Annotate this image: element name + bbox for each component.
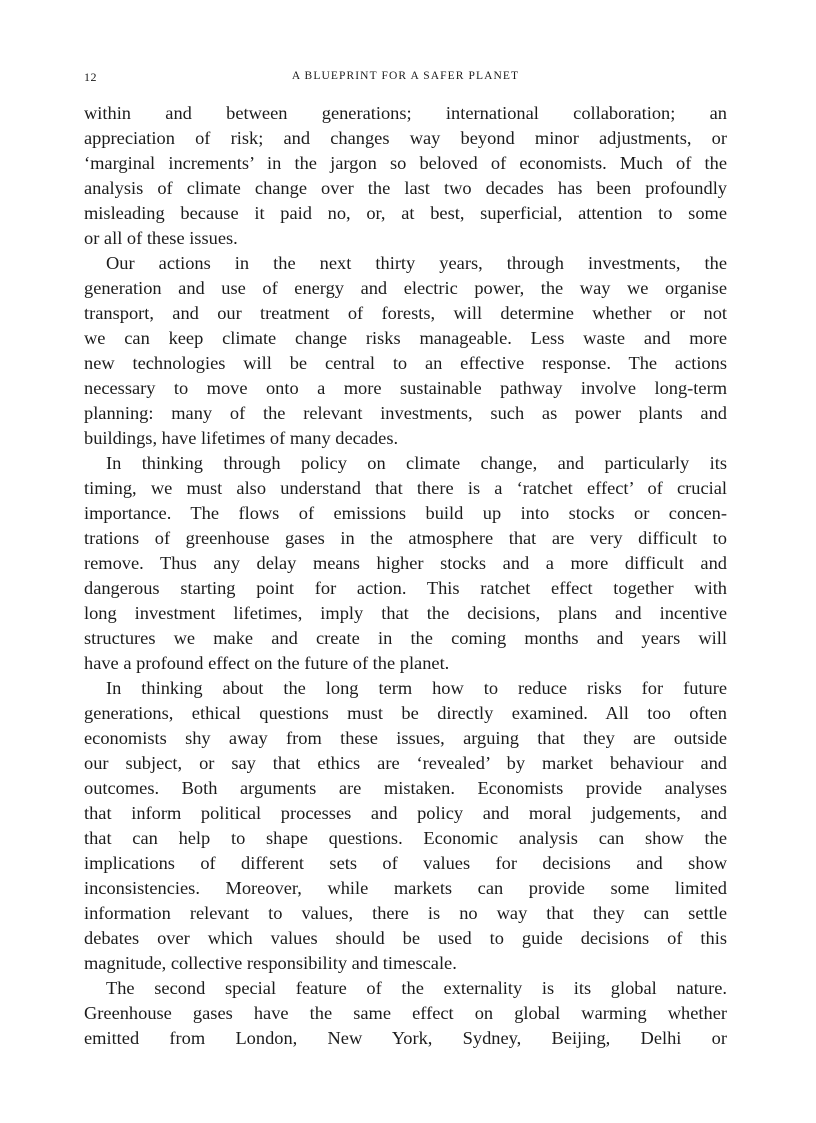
text-line: Greenhouse gases have the same effect on global warming whether [84,1003,727,1023]
text-line: emitted from London, New York, Sydney, Beijing, Delhi or [84,1028,727,1048]
text-line: that can help to shape questions. Economic analysis can show the [84,828,727,848]
text-line: structures we make and create in the coming months and years will [84,628,727,648]
text-line: importance. The flows of emissions build up into stocks or concen- [84,503,727,523]
paragraph [84,251,727,451]
paragraph [84,676,727,976]
paragraph [84,976,727,1051]
text-line: we can keep climate change risks manageable. Less waste and more [84,328,727,348]
text-line: have a profound effect on the future of the planet. [84,653,450,673]
text-line: misleading because it paid no, or, at best, superficial, attention to some [84,203,727,223]
text-line: planning: many of the relevant investments, such as power plants and [84,403,727,423]
text-line: within and between generations; international collaboration; an [84,103,727,123]
text-line: In thinking through policy on climate change, and particularly its [106,453,727,473]
text-line: necessary to move onto a more sustainable pathway involve long-term [84,378,727,398]
text-line: remove. Thus any delay means higher stocks and a more difficult and [84,553,727,573]
running-head-title: A BLUEPRINT FOR A SAFER PLANET [291,70,520,82]
text-line: Our actions in the next thirty years, through investments, the [106,253,727,273]
text-line: implications of different sets of values for decisions and show [84,853,727,873]
text-line: trations of greenhouse gases in the atmosphere that are very difficult to [84,528,727,548]
text-line: dangerous starting point for action. This ratchet effect together with [84,578,727,598]
text-line: inconsistencies. Moreover, while markets can provide some limited [84,878,727,898]
text-line: The second special feature of the externality is its global nature. [106,978,727,998]
paragraph [84,101,727,251]
text-line: economists shy away from these issues, arguing that they are outside [84,728,727,748]
text-line: outcomes. Both arguments are mistaken. Economists provide analyses [84,778,727,798]
text-line: or all of these issues. [84,228,238,248]
text-line: transport, and our treatment of forests, will determine whether or not [84,303,727,323]
text-line: ‘marginal increments’ in the jargon so beloved of economists. Much of the [84,153,727,173]
text-line: long investment lifetimes, imply that the decisions, plans and incentive [84,603,727,623]
text-line: debates over which values should be used to guide decisions of this [84,928,727,948]
text-line: analysis of climate change over the last two decades has been profoundly [84,178,727,198]
paragraph [84,451,727,676]
text-line: new technologies will be central to an effective response. The actions [84,353,727,373]
text-line: buildings, have lifetimes of many decades. [84,428,399,448]
text-line: our subject, or say that ethics are ‘revealed’ by market behaviour and [84,753,727,773]
text-line: generations, ethical questions must be directly examined. All too often [84,703,727,723]
text-line: In thinking about the long term how to reduce risks for future [106,678,727,698]
text-line: generation and use of energy and electric power, the way we organise [84,278,727,298]
text-line: that inform political processes and policy and moral judgements, and [84,803,727,823]
text-line: appreciation of risk; and changes way beyond minor adjustments, or [84,128,727,148]
page-number: 12 [84,70,97,84]
running-head [84,70,727,86]
text-line: timing, we must also understand that there is a ‘ratchet effect’ of crucial [84,478,727,498]
text-line: magnitude, collective responsibility and timescale. [84,953,457,973]
text-line: information relevant to values, there is no way that they can settle [84,903,727,923]
body-text [84,101,727,1051]
